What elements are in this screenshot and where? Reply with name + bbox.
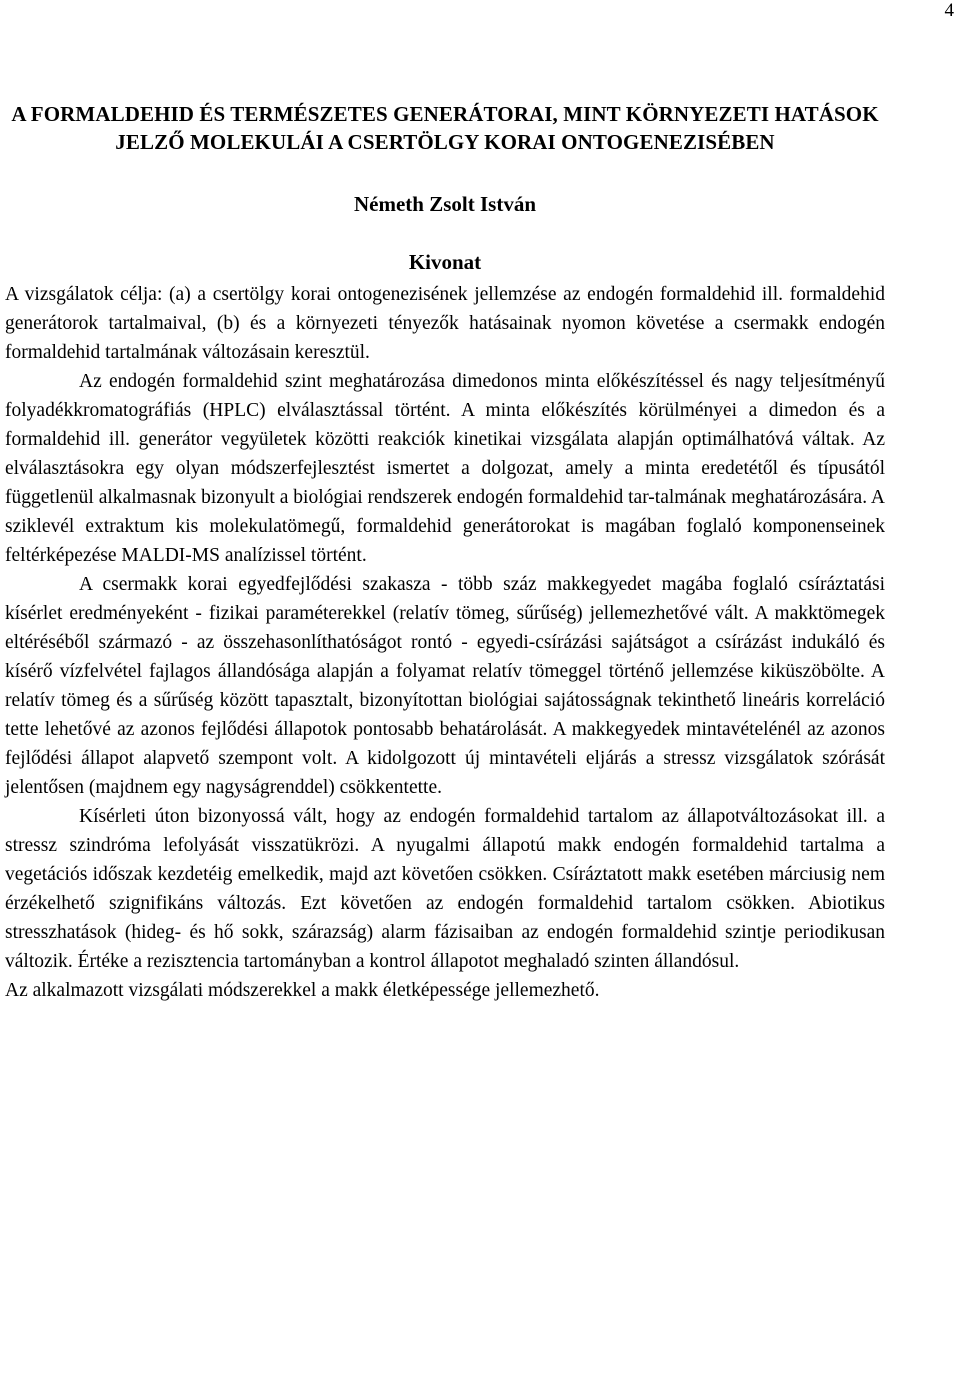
abstract-heading: Kivonat xyxy=(408,250,482,274)
author-name: Németh Zsolt István xyxy=(354,192,536,216)
document-title xyxy=(5,100,885,156)
page-number: 4 xyxy=(944,0,954,21)
paragraph-methods: Az endogén formaldehid szint meghatározása dimedonos minta előkészítéssel és nagy teljesítményű folyadékkromatográfiás (HPLC) elválasztással történt. A minta előkészítés körülményei a dimedon és a formaldehid ill. generátor vegyületek közötti reakciók kinetikai vizsgálata alapján optimálhatóvá váltak. Az elválasztásokra egy olyan módszerfejlesztést ismertet a dolgozat, amely a minta eredetétől és típusától függetlenül alkalmasnak bizonyult a biológiai rendszerek endogén formaldehid tar-talmának meghatározására. A sziklevél extraktum kis molekulatömegű, formaldehid generátorokat is magában foglaló komponenseinek feltérképezése MALDI-MS analízissel történt. xyxy=(5,371,885,566)
paragraph-aims: A vizsgálatok célja: (a) a csertölgy korai ontogenezisének jellemzése az endogén formaldehid ill. formaldehid generátorok tartalmaival, (b) és a környezeti tényezők hatásainak nyomon követése a csermakk endogén formaldehid tartalmának változásain keresztül. xyxy=(5,284,885,363)
paragraph-conclusion: Az alkalmazott vizsgálati módszerekkel a makk életképessége jellemezhető. xyxy=(5,980,600,1001)
paragraph-development: A csermakk korai egyedfejlődési szakasza - több száz makkegyedet magába foglaló csíráztatási kísérlet eredményeként - fizikai paraméterekkel (relatív tömeg, sűrűség) jellemezhetővé vált. A makktömegek eltéréséből származó - az összehasonlíthatóságot rontó - egyedi-csírázási sajátságot a csírázást indukáló és kísérő vízfelvétel fajlagos állandósága alapján a folyamat relatív tömeggel történő jellemzése kiküszöbölte. A relatív tömeg és a sűrűség között tapasztalt, bizonyítottan biológiai sajátosságnak tekinthető lineáris korreláció tette lehetővé az azonos fejlődési állapotok pontosabb behatárolását. A makkegyedek mintavételénél az azonos fejlődési állapot alapvető szempont volt. A kidolgozott új mintavételi eljárás a stressz vizsgálatok szórását jelentősen (majdnem egy nagyságrenddel) csökkentette. xyxy=(5,574,885,798)
paragraph-results: Kísérleti úton bizonyossá vált, hogy az endogén formaldehid tartalom az állapotváltozásokat ill. a stressz szindróma lefolyását visszatükrözi. A nyugalmi állapotú makk endogén formaldehid tartalma a vegetációs időszak kezdetéig emelkedik, majd azt követően csökken. Csíráztatott makk esetében márciusig nem érzékelhető szignifikáns változás. Ezt követően az endogén formaldehid tartalom csökken. Abiotikus stresszhatások (hideg- és hő sokk, szárazság) alarm fázisaiban az endogén formaldehid szintje periodikusan változik. Értéke a rezisztencia tartományban a kontrol állapotot meghaladó szinten állandósul. xyxy=(5,806,885,972)
title-text: A FORMALDEHID ÉS TERMÉSZETES GENERÁTORAI, MINT KÖRNYEZETI HATÁSOK JELZŐ MOLEKULÁI A CSERTÖLGY KORAI ONTOGENEZISÉBEN xyxy=(11,102,879,154)
document-body xyxy=(5,100,885,1005)
